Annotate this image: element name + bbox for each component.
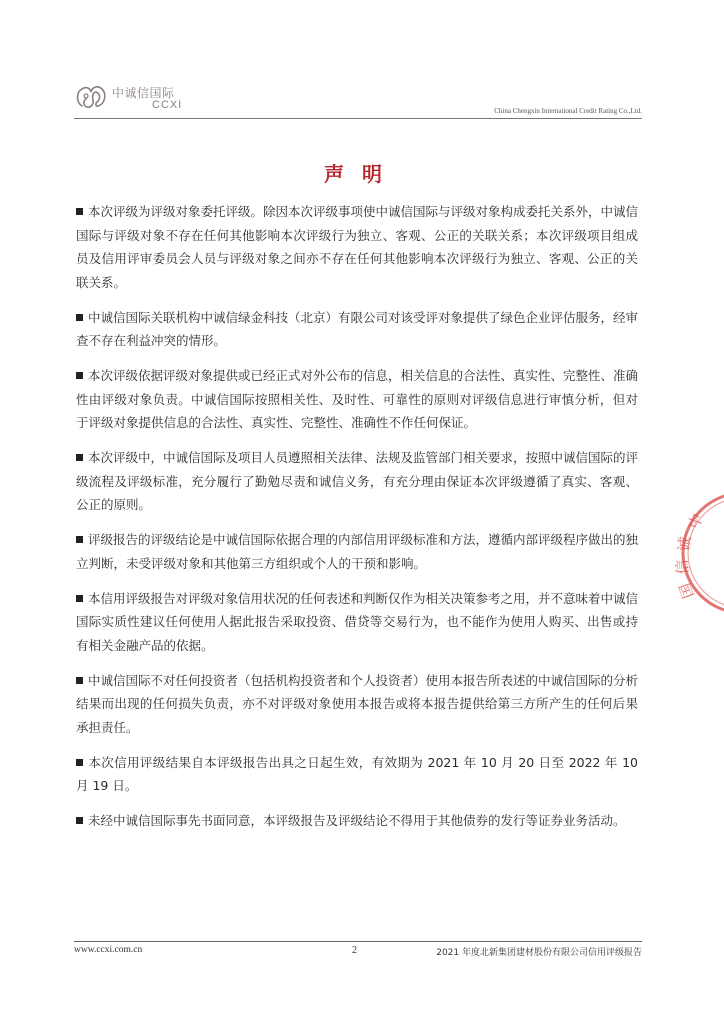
paragraph-text: 中诚信国际关联机构中诚信绿金科技（北京）有限公司对该受评对象提供了绿色企业评估服务，经审查不存在利益冲突的情形。 bbox=[76, 309, 639, 348]
header-divider bbox=[74, 118, 642, 119]
statement-paragraph-5 bbox=[76, 528, 638, 575]
company-seal-stamp bbox=[668, 478, 724, 628]
footer-divider bbox=[74, 941, 642, 942]
page-number: 2 bbox=[352, 945, 357, 956]
svg-text:中: 中 bbox=[684, 511, 707, 532]
footer-report-title: 2021 年度北新集团建材股份有限公司信用评级报告 bbox=[436, 948, 642, 958]
statement-paragraph-3 bbox=[76, 364, 638, 435]
company-logo bbox=[74, 80, 224, 116]
bullet-square-icon bbox=[76, 677, 83, 684]
company-name-en: China Chengxin International Credit Rating Co.,Ltd. bbox=[494, 107, 642, 115]
statement-paragraph-1 bbox=[76, 200, 638, 294]
logo-text-en: CCXI bbox=[152, 99, 183, 111]
bullet-square-icon bbox=[76, 454, 83, 461]
bullet-square-icon bbox=[76, 595, 83, 602]
bullet-square-icon bbox=[76, 817, 83, 824]
bullet-square-icon bbox=[76, 759, 83, 766]
paragraph-text: 本次评级依据评级对象提供或已经正式对外公布的信息，相关信息的合法性、真实性、完整性、准确性由评级对象负责。中诚信国际按照相关性、及时性、可靠性的原则对评级信息进行审慎分析，但对于评级对象提供信息的合法性、真实性、完整性、准确性不作任何保证。 bbox=[76, 368, 639, 430]
ccxi-logo-icon bbox=[74, 80, 108, 114]
statement-paragraph-4 bbox=[76, 446, 638, 517]
bullet-square-icon bbox=[76, 314, 83, 321]
paragraph-text: 本信用评级报告对评级对象信用状况的任何表述和判断仅作为相关决策参考之用，并不意味着中诚信国际实质性建议任何使用人据此报告采取投资、借贷等交易行为，也不能作为使用人购买、出售或持有相关金融产品的依据。 bbox=[76, 590, 639, 653]
paragraph-text: 评级报告的评级结论是中诚信国际依据合理的内部信用评级标准和方法，遵循内部评级程序做出的独立判断，未受评级对象和其他第三方组织或个人的干预和影响。 bbox=[76, 532, 639, 571]
svg-text:诚: 诚 bbox=[675, 535, 695, 553]
paragraph-text: 未经中诚信国际事先书面同意，本评级报告及评级结论不得用于其他债券的发行等证券业务活动。 bbox=[88, 813, 626, 828]
bullet-square-icon bbox=[76, 208, 83, 215]
svg-text:国: 国 bbox=[675, 580, 698, 601]
paragraph-text: 中诚信国际不对任何投资者（包括机构投资者和个人投资者）使用本报告所表述的中诚信国际的分析结果而出现的任何损失负责，亦不对评级对象使用本报告或将本报告提供给第三方所产生的任何后果承担责任。 bbox=[76, 672, 639, 735]
statement-paragraph-2 bbox=[76, 306, 638, 353]
paragraph-text: 本次评级为评级对象委托评级。除因本次评级事项使中诚信国际与评级对象构成委托关系外，中诚信国际与评级对象不存在任何其他影响本次评级行为独立、客观、公正的关联关系；本次评级项目组成员及信用评审委员会人员与评级对象之间亦不存在任何其他影响本次评级行为独立、客观、公正的关联关系。 bbox=[76, 204, 639, 290]
bullet-square-icon bbox=[76, 536, 83, 543]
footer-website: www.ccxi.com.cn bbox=[74, 945, 143, 955]
statement-paragraph-9 bbox=[76, 809, 638, 833]
paragraph-text: 本次信用评级结果自本评级报告出具之日起生效，有效期为 2021 年 10 月 20 日至 2022 年 10 月 19 日。 bbox=[76, 754, 638, 793]
page-title: 声明 bbox=[324, 162, 400, 186]
logo-text-cn: 中诚信国际 bbox=[112, 86, 175, 100]
paragraph-text: 本次评级中，中诚信国际及项目人员遵照相关法律、法规及监管部门相关要求，按照中诚信国际的评级流程及评级标准，充分履行了勤勉尽责和诚信义务，有充分理由保证本次评级遵循了真实、客观、公正的原则。 bbox=[76, 450, 639, 512]
statement-paragraph-8 bbox=[76, 751, 638, 798]
svg-text:信: 信 bbox=[672, 558, 692, 576]
statement-paragraph-6 bbox=[76, 587, 638, 658]
bullet-square-icon bbox=[76, 372, 83, 379]
statement-paragraph-7 bbox=[76, 669, 638, 740]
statement-body bbox=[76, 200, 638, 844]
